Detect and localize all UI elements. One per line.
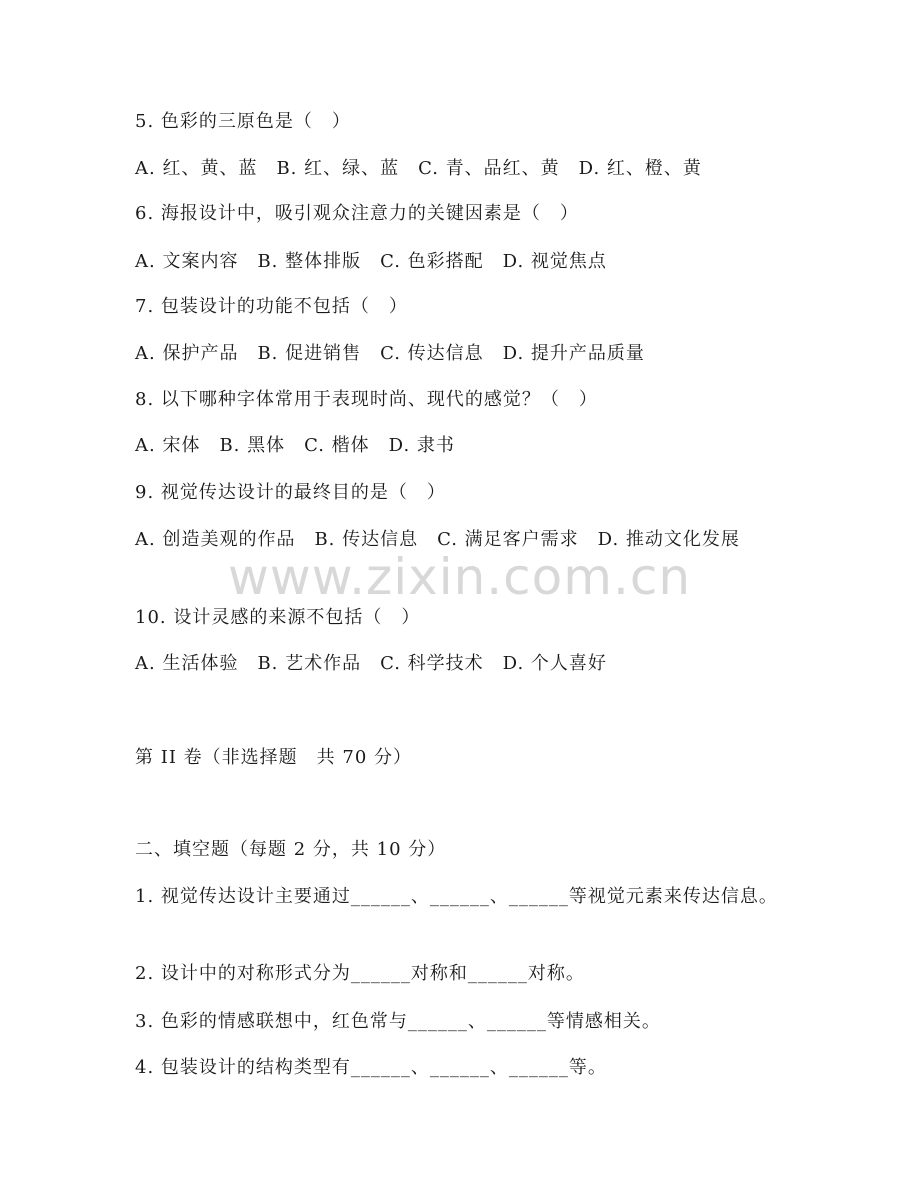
fill-in-item-1: 1. 视觉传达设计主要通过______、______、______等视觉元素来传达信息。 (135, 886, 778, 907)
question-7-options: A. 保护产品 B. 促进销售 C. 传达信息 D. 提升产品质量 (135, 343, 645, 364)
question-10: 10. 设计灵感的来源不包括（ ） (135, 607, 421, 628)
watermark: www.zixin.com.cn (228, 548, 692, 606)
question-6-options: A. 文案内容 B. 整体排版 C. 色彩搭配 D. 视觉焦点 (135, 251, 607, 272)
question-8: 8. 以下哪种字体常用于表现时尚、现代的感觉？（ ） (135, 389, 598, 410)
question-6: 6. 海报设计中，吸引观众注意力的关键因素是（ ） (135, 203, 579, 224)
part-2-title: 第 II 卷（非选择题 共 70 分） (135, 747, 413, 768)
question-7: 7. 包装设计的功能不包括（ ） (135, 296, 408, 317)
fill-in-item-2: 2. 设计中的对称形式分为______对称和______对称。 (135, 963, 585, 984)
question-9: 9. 视觉传达设计的最终目的是（ ） (135, 482, 446, 503)
question-9-options: A. 创造美观的作品 B. 传达信息 C. 满足客户需求 D. 推动文化发展 (135, 529, 740, 550)
fill-in-heading: 二、填空题（每题 2 分，共 10 分） (135, 839, 447, 860)
question-5: 5. 色彩的三原色是（ ） (135, 111, 351, 132)
question-10-options: A. 生活体验 B. 艺术作品 C. 科学技术 D. 个人喜好 (135, 653, 607, 674)
question-8-options: A. 宋体 B. 黑体 C. 楷体 D. 隶书 (135, 435, 455, 456)
fill-in-item-4: 4. 包装设计的结构类型有______、______、______等。 (135, 1057, 607, 1078)
fill-in-item-3: 3. 色彩的情感联想中，红色常与______、______等情感相关。 (135, 1011, 661, 1032)
question-5-options: A. 红、黄、蓝 B. 红、绿、蓝 C. 青、品红、黄 D. 红、橙、黄 (135, 158, 702, 179)
